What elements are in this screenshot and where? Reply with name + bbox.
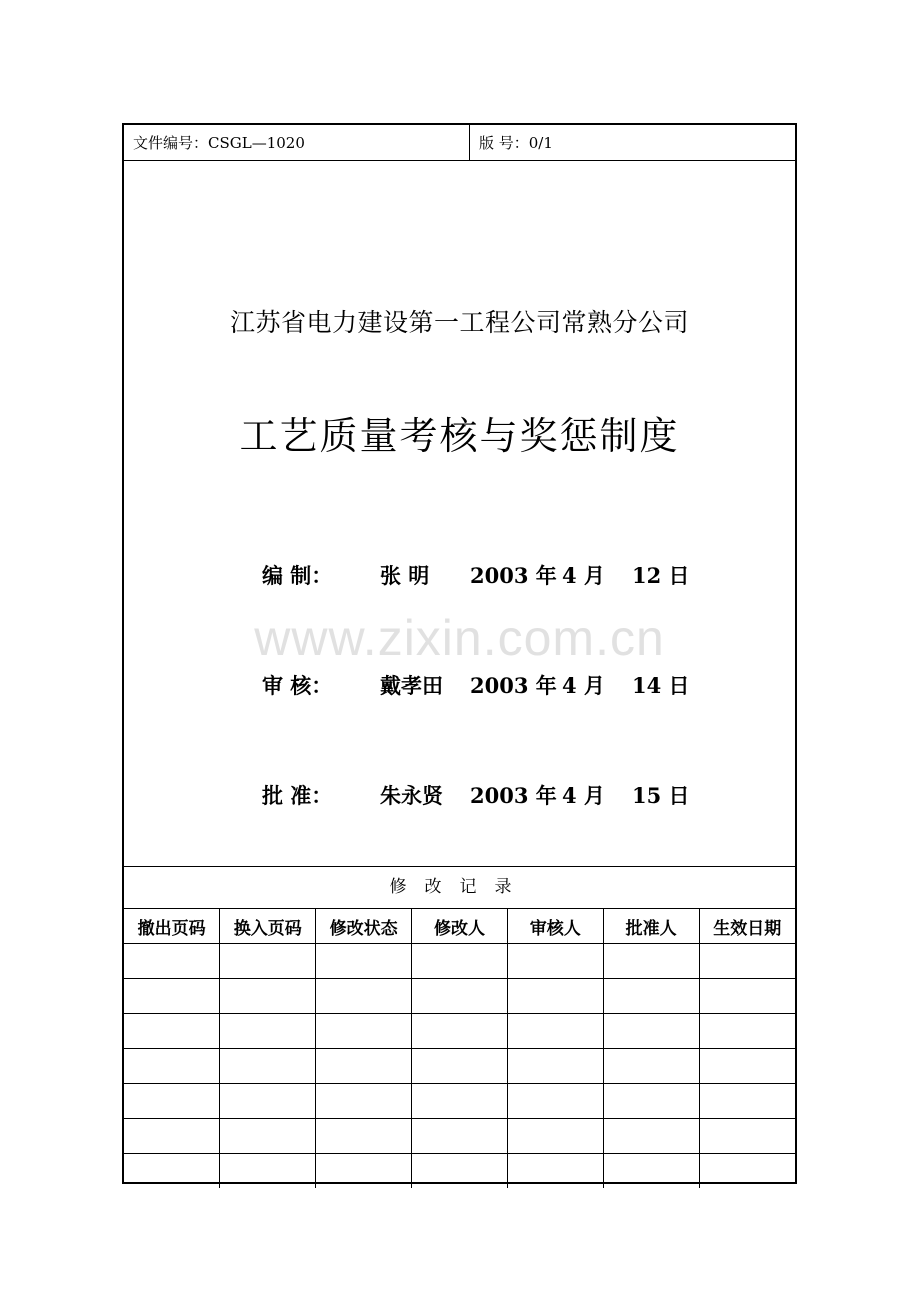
table-cell — [220, 1049, 316, 1084]
sign-month: 4 月 — [562, 563, 605, 588]
watermark: www.zixin.com.cn — [254, 610, 665, 666]
table-cell — [412, 979, 508, 1014]
table-cell — [220, 1154, 316, 1189]
table-cell — [699, 1154, 795, 1189]
company-name: 江苏省电力建设第一工程公司常熟分公司 — [229, 308, 689, 337]
table-cell — [412, 1014, 508, 1049]
sign-row-approved — [262, 781, 690, 811]
table-row — [124, 1014, 795, 1049]
table-row — [124, 1049, 795, 1084]
header-row — [124, 125, 795, 161]
table-cell — [220, 979, 316, 1014]
table-cell — [507, 944, 603, 979]
table-cell — [603, 1154, 699, 1189]
doc-number: 文件编号：CSGL—1020 — [133, 134, 305, 152]
header-divider — [469, 125, 470, 160]
sign-label: 审 核： — [262, 673, 333, 698]
table-row — [124, 1084, 795, 1119]
sign-name: 朱永贤 — [380, 783, 443, 808]
table-cell — [124, 1049, 220, 1084]
table-cell — [603, 979, 699, 1014]
sign-day: 15 日 — [632, 783, 690, 808]
table-cell — [220, 944, 316, 979]
sign-year: 2003 年 — [470, 673, 557, 698]
table-cell — [316, 1049, 412, 1084]
col-header: 修改人 — [412, 909, 508, 944]
table-cell — [507, 1084, 603, 1119]
col-header: 生效日期 — [699, 909, 795, 944]
col-header: 换入页码 — [220, 909, 316, 944]
table-cell — [603, 1049, 699, 1084]
table-cell — [316, 1084, 412, 1119]
revision-title: 修改记录 — [124, 866, 795, 909]
revision-body — [124, 944, 795, 1189]
table-cell — [124, 1014, 220, 1049]
document-frame — [122, 123, 797, 1184]
table-cell — [699, 1014, 795, 1049]
table-cell — [316, 1014, 412, 1049]
table-cell — [699, 944, 795, 979]
revision-table — [124, 908, 795, 1188]
sign-day: 14 日 — [632, 673, 690, 698]
table-cell — [603, 944, 699, 979]
table-cell — [507, 1154, 603, 1189]
table-cell — [124, 1119, 220, 1154]
table-cell — [124, 944, 220, 979]
table-cell — [316, 1119, 412, 1154]
sign-year: 2003 年 — [470, 783, 557, 808]
table-cell — [124, 1084, 220, 1119]
table-cell — [220, 1014, 316, 1049]
table-cell — [412, 944, 508, 979]
table-cell — [316, 979, 412, 1014]
table-cell — [507, 1119, 603, 1154]
sign-month: 4 月 — [562, 783, 605, 808]
table-row — [124, 1154, 795, 1189]
table-cell — [124, 979, 220, 1014]
table-cell — [699, 1084, 795, 1119]
table-cell — [316, 1154, 412, 1189]
table-cell — [603, 1084, 699, 1119]
table-cell — [220, 1119, 316, 1154]
table-row — [124, 979, 795, 1014]
col-header: 审核人 — [507, 909, 603, 944]
sign-label: 编 制： — [262, 563, 333, 588]
sign-year: 2003 年 — [470, 563, 557, 588]
table-cell — [316, 944, 412, 979]
col-header: 撤出页码 — [124, 909, 220, 944]
revision-header-row — [124, 909, 795, 944]
sign-day: 12 日 — [632, 563, 690, 588]
sign-row-reviewed — [262, 671, 690, 701]
sign-month: 4 月 — [562, 673, 605, 698]
table-row — [124, 1119, 795, 1154]
table-cell — [699, 1119, 795, 1154]
table-cell — [412, 1049, 508, 1084]
table-cell — [124, 1154, 220, 1189]
table-cell — [699, 1049, 795, 1084]
table-cell — [412, 1154, 508, 1189]
document-title: 工艺质量考核与奖惩制度 — [239, 414, 680, 458]
table-cell — [507, 1014, 603, 1049]
sign-label: 批 准： — [262, 783, 333, 808]
table-cell — [412, 1119, 508, 1154]
version-number: 版 号：0/1 — [479, 134, 553, 152]
col-header: 批准人 — [603, 909, 699, 944]
table-cell — [699, 979, 795, 1014]
table-cell — [507, 1049, 603, 1084]
sign-name: 张 明 — [380, 563, 430, 588]
table-cell — [603, 1119, 699, 1154]
col-header: 修改状态 — [316, 909, 412, 944]
table-cell — [603, 1014, 699, 1049]
sign-name: 戴孝田 — [380, 673, 443, 698]
table-cell — [412, 1084, 508, 1119]
table-cell — [507, 979, 603, 1014]
table-row — [124, 944, 795, 979]
table-cell — [220, 1084, 316, 1119]
sign-row-compiled — [262, 561, 690, 591]
